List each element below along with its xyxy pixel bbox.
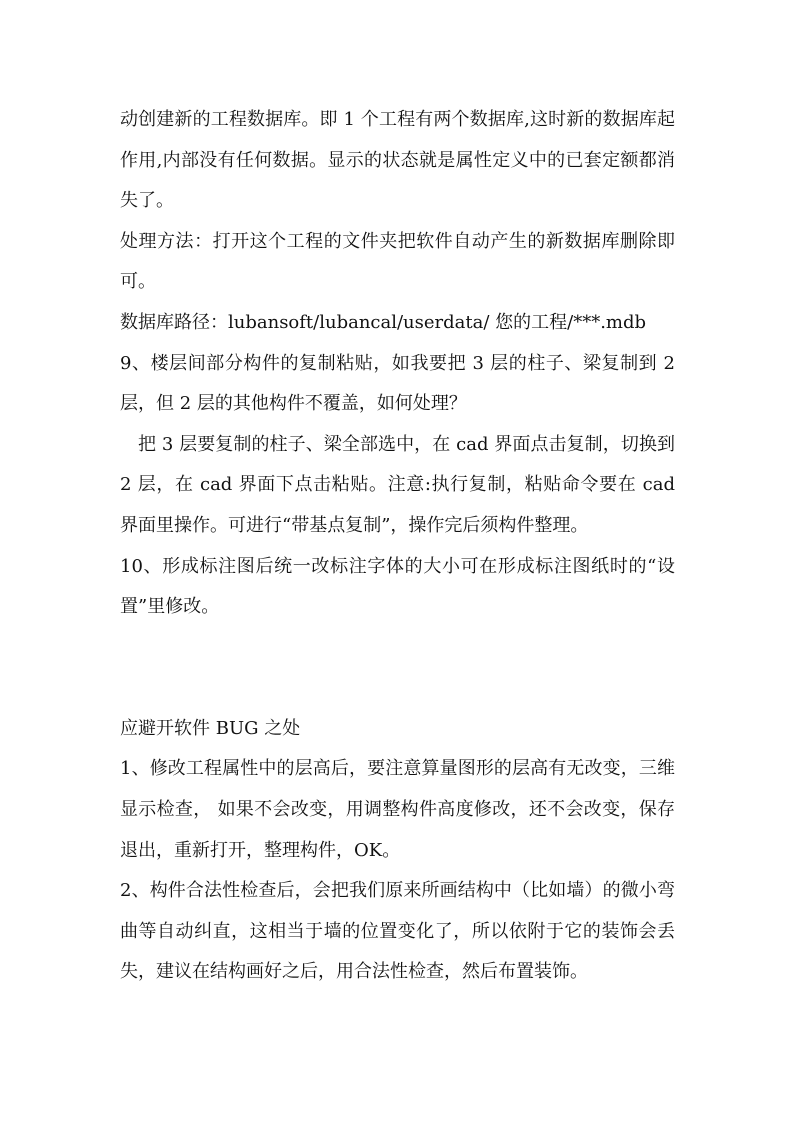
bug-item-2: 2、构件合法性检查后，会把我们原来所画结构中（比如墙）的微小弯曲等自动纠直，这相当于墙的位置变化了，所以依附于它的装饰会丢失，建议在结构画好之后，用合法性检查，然后布置装饰。 bbox=[120, 880, 675, 983]
paragraph-question-10: 10、形成标注图后统一改标注字体的大小可在形成标注图纸时的“设置”里修改。 bbox=[120, 555, 675, 618]
paragraph-solution: 处理方法：打开这个工程的文件夹把软件自动产生的新数据库删除即可。 bbox=[120, 230, 675, 293]
section-title: 应避开软件 BUG 之处 bbox=[120, 717, 301, 739]
paragraph-answer-9: 把 3 层要复制的柱子、梁全部选中，在 cad 界面点击复制，切换到 2 层，在 cad 界面下点击粘贴。注意:执行复制，粘贴命令要在 cad 界面里操作。可进行“带基点复制”，操作完后须构件整理。 bbox=[120, 433, 675, 536]
paragraph-database-overwrite: 动创建新的工程数据库。即 1 个工程有两个数据库,这时新的数据库起作用,内部没有任何数据。显示的状态就是属性定义中的已套定额都消失了。 bbox=[120, 109, 675, 212]
bug-item-1: 1、修改工程属性中的层高后，要注意算量图形的层高有无改变，三维显示检查， 如果不会改变，用调整构件高度修改，还不会改变，保存退出，重新打开，整理构件，OK。 bbox=[120, 758, 675, 861]
paragraph-database-path: 数据库路径：lubansoft/lubancal/userdata/ 您的工程/***.mdb bbox=[120, 311, 647, 333]
section-spacer bbox=[120, 628, 675, 709]
paragraph-question-9: 9、楼层间部分构件的复制粘贴，如我要把 3 层的柱子、梁复制到 2 层，但 2 层的其他构件不覆盖，如何处理？ bbox=[120, 352, 675, 415]
document-body bbox=[120, 100, 675, 993]
